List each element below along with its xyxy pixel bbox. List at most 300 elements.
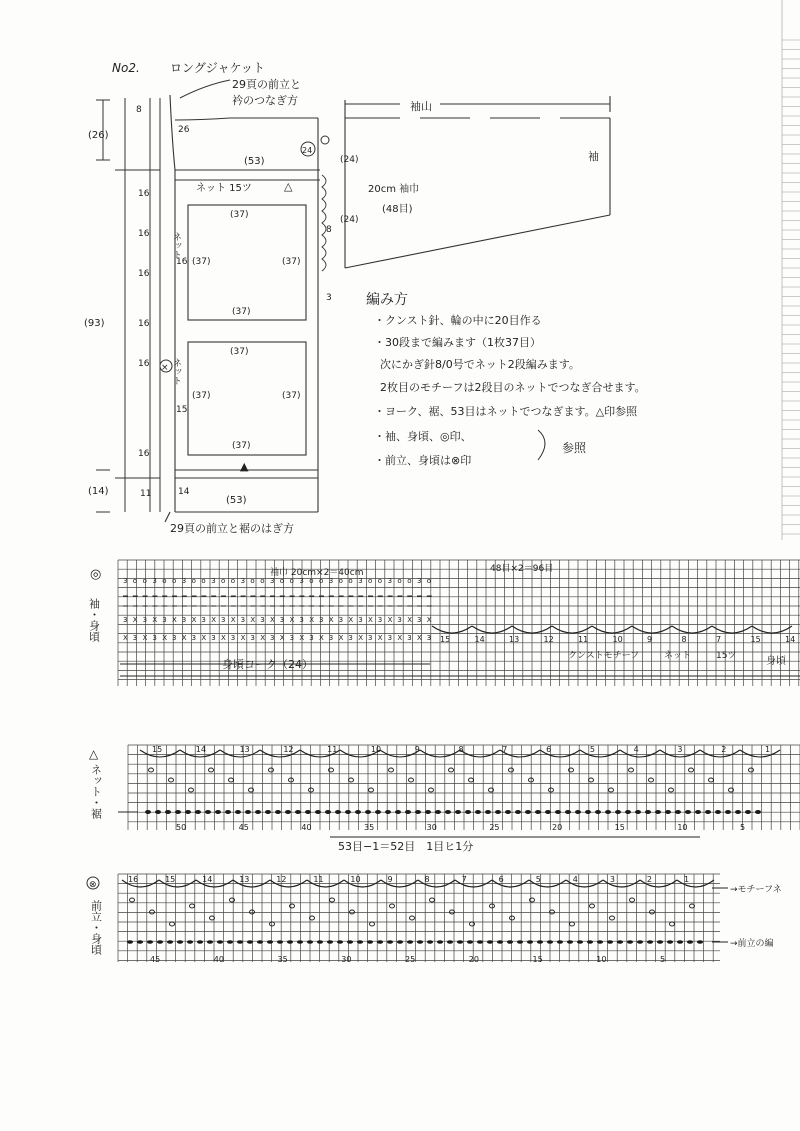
chart1-stitch: 3 (172, 634, 177, 642)
chart2-stitch (715, 810, 721, 814)
instr-line-3: 次にかぎ針8/0号でネット2段編みます。 (380, 358, 580, 371)
chart2-axis: 35 (364, 823, 375, 832)
chart1-stitch: 3 (142, 616, 148, 624)
chart1-stitch: o (230, 577, 236, 585)
chart2-stitch (405, 810, 411, 814)
count-1: 16 (138, 189, 150, 199)
chart3-stitch (187, 940, 193, 944)
chart1-stitch: X (358, 634, 363, 642)
chart3-top-mark: 10 (350, 875, 361, 884)
chart3-side-label: 前立・身頃 (89, 900, 103, 955)
chart1-stitch: o (260, 577, 265, 585)
chart2-stitch (545, 810, 551, 814)
chart1-mark: 11 (578, 635, 589, 644)
chart1-stitch: 3 (191, 634, 197, 642)
side-16: 16 (176, 257, 188, 267)
chart2-loop (629, 768, 634, 772)
chart1-arc (712, 626, 752, 633)
chart2-stitch (635, 810, 641, 814)
chart3-loop (670, 922, 675, 926)
sleeve-24a: (24) (340, 155, 359, 165)
chart3-stitch (197, 940, 203, 944)
chart1-stitch: 3 (201, 616, 206, 624)
chart1-stitch: 3 (181, 616, 187, 624)
hem-14: 14 (178, 487, 190, 497)
chart2-side-label: ネット・裾 (89, 764, 103, 819)
chart2-stitch (735, 810, 741, 814)
chart3-loop (190, 904, 195, 908)
chart3-stitch (287, 940, 293, 944)
chart1-stitch: o (162, 577, 167, 585)
chart1-stitch: 3 (270, 634, 275, 642)
chart1-stitch: 3 (426, 634, 432, 642)
count-top: 8 (136, 105, 142, 115)
chart2-stitch (365, 810, 371, 814)
chart2-stitch (565, 810, 571, 814)
chart2-loop (409, 778, 414, 782)
chart3-axis: 45 (150, 955, 161, 964)
chart1-mark: 14 (474, 635, 485, 644)
chart3-loop (370, 922, 375, 926)
chart2-stitch (385, 810, 391, 814)
chart3-stitch (367, 940, 373, 944)
chart1-stitch: X (181, 634, 187, 642)
chart2-loop (169, 778, 174, 782)
chart2-stitch (215, 810, 221, 814)
dim-mid: (93) (84, 318, 105, 329)
chart1-stitch: o (279, 577, 285, 585)
chart3-stitch (157, 940, 163, 944)
chart1-stitch: X (191, 616, 197, 624)
chart1-stitch: 3 (417, 616, 422, 624)
chart1-stitch: 3 (289, 634, 295, 642)
chart3-stitch (647, 940, 653, 944)
chart3-top-mark: 9 (387, 875, 393, 884)
svg-text:△: △ (284, 180, 293, 193)
chart2-stitch (145, 810, 151, 814)
chart1-stitch: 3 (348, 634, 353, 642)
chart3-loop (610, 916, 615, 920)
chart3-stitch (447, 940, 453, 944)
chart2-stitch (305, 810, 311, 814)
chart3-stitch (377, 940, 383, 944)
chart1-bottom-count: 15ツ (716, 651, 737, 661)
chart3-stitch (617, 940, 623, 944)
chart1-stitch: X (230, 616, 236, 624)
chart1-stitch: 3 (240, 616, 246, 624)
chart2-loop (229, 778, 234, 782)
chart2-top-mark: 3 (677, 745, 683, 754)
chart2-stitch (525, 810, 531, 814)
chart2-axis: 25 (489, 823, 500, 832)
chart1-stitch: 3 (368, 634, 373, 642)
count-4: 16 (138, 319, 150, 329)
chart3-top-mark: 4 (572, 875, 578, 884)
chart3-stitch (147, 940, 153, 944)
header-title (112, 61, 301, 107)
chart1-stitch: 3 (319, 616, 324, 624)
chart3-stitch (207, 940, 213, 944)
chart1-stitch: o (426, 577, 432, 585)
sleeve-outline (345, 96, 610, 268)
chart1-arc (672, 626, 712, 633)
count-3: 16 (138, 269, 150, 279)
ref-top-2: 衿のつなぎ方 (232, 94, 298, 107)
chart1-stitch: 3 (328, 634, 334, 642)
chart3-loop (350, 910, 355, 914)
chart3-stitch (467, 940, 473, 944)
chart2-top-mark: 15 (152, 745, 163, 754)
chart1-stitch: X (319, 634, 324, 642)
sq2-left: (37) (192, 391, 211, 401)
chart3-loop (170, 922, 175, 926)
chart3-top-mark: 1 (684, 875, 690, 884)
chart1-stitch: 3 (123, 577, 128, 585)
chart2-axis: 50 (176, 823, 187, 832)
seam-8: 8 (326, 225, 332, 235)
chart1-stitch: 3 (299, 577, 304, 585)
chart2-stitch (375, 810, 381, 814)
chart2-stitch (665, 810, 671, 814)
chart2-loop (549, 788, 554, 792)
chart3-loop (570, 922, 575, 926)
chart2-loop (609, 788, 614, 792)
chart1-stitch: 3 (279, 616, 285, 624)
chart3-stitch (677, 940, 683, 944)
net-top: ネット 15ツ (196, 183, 252, 194)
chart1-stitch: 3 (162, 616, 167, 624)
sq2-right: (37) (282, 391, 301, 401)
chart2-axis: 40 (301, 823, 312, 832)
chart1-bottom-net: ネット (664, 651, 692, 661)
chart3-stitch (417, 940, 423, 944)
chart3-top-mark: 11 (313, 875, 324, 884)
chart1-stitch: X (142, 634, 148, 642)
chart3-stitch (237, 940, 243, 944)
chart3-stitch (457, 940, 463, 944)
chart3-stitch (527, 940, 533, 944)
chart1-bottom-mid: クンストモチーフ (568, 651, 640, 661)
chart2-top-mark: 13 (239, 745, 250, 754)
chart3-stitch (357, 940, 363, 944)
chart2-top-mark: 5 (589, 745, 595, 754)
chart1-stitch: 3 (152, 634, 157, 642)
net-side-1: ネット (171, 232, 181, 259)
chart1-mark: 13 (509, 635, 520, 644)
chart3-stitch (687, 940, 693, 944)
chart1-mark: 10 (612, 635, 623, 644)
chart1-stitch: X (338, 634, 344, 642)
sleeve-width-sub: (48目) (382, 204, 413, 215)
chart1-stitch: 3 (309, 634, 314, 642)
chart2-content (118, 745, 780, 837)
body-dimension-column (96, 98, 160, 512)
chart3-stitch (637, 940, 643, 944)
chart2-arc (700, 750, 740, 757)
chart2-top-mark: 1 (765, 745, 771, 754)
chart3-loop (330, 898, 335, 902)
chart2-axis: 30 (426, 823, 437, 832)
chart2-stitch (575, 810, 581, 814)
chart2-grid (128, 745, 800, 830)
chart2-stitch (275, 810, 281, 814)
count-5: 16 (138, 359, 150, 369)
chart1-stitch: X (417, 634, 422, 642)
chart3-top-mark: 8 (424, 875, 430, 884)
chart3-stitch (177, 940, 183, 944)
chart3-symbol: ⊗ (89, 880, 97, 890)
ref-top-1: 29頁の前立と (232, 78, 301, 91)
chart1-stitch: X (201, 634, 207, 642)
chart3-stitch (407, 940, 413, 944)
chart2-arc (620, 750, 660, 757)
count-6: 16 (138, 449, 150, 459)
chart2-axis: 10 (677, 823, 688, 832)
chart1-stitch: o (348, 577, 353, 585)
chart1-stitch: 3 (270, 577, 275, 585)
seam-3: 3 (326, 293, 332, 303)
chart1-stitch: X (279, 634, 285, 642)
chart3-arrow-1: →モチーフネ (730, 885, 782, 895)
chart1-stitch: 3 (397, 616, 402, 624)
chart1-mark: 9 (647, 635, 653, 644)
sq1-right: (37) (282, 257, 301, 267)
chart1-stitch: X (123, 634, 128, 642)
chart3-top-mark: 14 (202, 875, 213, 884)
chart2-loop (469, 778, 474, 782)
chart1-mark: 12 (543, 635, 554, 644)
dim-bot: (14) (88, 486, 109, 497)
chart2-stitch (265, 810, 271, 814)
chart2-caption: 53目−1＝52目 1目ヒ1分 (338, 840, 474, 853)
chart2-arc (460, 750, 500, 757)
chart2-stitch (445, 810, 451, 814)
chart1-stitch: 3 (299, 616, 304, 624)
page-edge-grid (782, 0, 800, 540)
instr-line-4: 2枚目のモチーフは2段目のネットでつなぎ合せます。 (380, 381, 646, 394)
chart3-loop (230, 898, 235, 902)
chart2-arc (740, 750, 780, 757)
chart3-top-mark: 15 (165, 875, 176, 884)
chart1-stitch: X (387, 616, 393, 624)
chart2-stitch (645, 810, 651, 814)
instr-line-2: ・30段まで編みます（1枚37目） (374, 336, 541, 349)
chart3-stitch (517, 940, 523, 944)
chart1-stitch: X (240, 634, 246, 642)
neck-26: 26 (178, 125, 190, 135)
chart3-loop (150, 910, 155, 914)
chart2-stitch (325, 810, 331, 814)
chart2-loop (429, 788, 434, 792)
chart1-stitch: X (250, 616, 256, 624)
chart2-stitch (615, 810, 621, 814)
chart3-top-mark: 5 (535, 875, 541, 884)
chart3-stitch (167, 940, 173, 944)
chart3-loop (290, 904, 295, 908)
chart3-stitch (347, 940, 353, 944)
chart3-loop (130, 898, 135, 902)
chart2-stitch (705, 810, 711, 814)
chart1-stitch: 3 (211, 634, 216, 642)
chart2-loop (189, 788, 194, 792)
chart2-loop (749, 768, 754, 772)
chart2-stitch (655, 810, 661, 814)
chart2-loop (509, 768, 514, 772)
chart1-mark: 15 (750, 635, 761, 644)
chart3-stitch (537, 940, 543, 944)
chart2-axis: 15 (614, 823, 625, 832)
chart2-top-mark: 12 (283, 745, 294, 754)
chart1-stitch: o (132, 577, 138, 585)
chart2-stitch (455, 810, 461, 814)
chart2-loop (209, 768, 214, 772)
chart1-stitch: o (191, 577, 196, 585)
chart2-stitch (395, 810, 401, 814)
chart2-stitch (335, 810, 341, 814)
chart3-stitch (427, 940, 433, 944)
chart2-loop (709, 778, 714, 782)
chart1-stitch: 3 (230, 634, 236, 642)
chart1-bottom-left: 身頃ヨーク（24） (222, 658, 313, 671)
chart2-stitch (355, 810, 361, 814)
chart2-stitch (555, 810, 561, 814)
chart2-stitch (515, 810, 521, 814)
chart1-stitch: o (368, 577, 373, 585)
chart1-stitch: 3 (260, 616, 265, 624)
chart3-top-mark: 13 (239, 875, 250, 884)
chart1-arc (632, 626, 672, 633)
chart1-bottom-right: 身頃 (766, 656, 786, 667)
chart1-stitch: X (377, 634, 383, 642)
chart1-stitch: X (289, 616, 295, 624)
chart3-axis: 35 (277, 955, 288, 964)
chart3-loop (470, 922, 475, 926)
chart1-top-label: 袖巾 20cm×2＝40cm (270, 568, 364, 578)
chart2-stitch (225, 810, 231, 814)
chart1-stitch: 3 (240, 577, 246, 585)
chart1-stitch: X (368, 616, 373, 624)
sq1-left: (37) (192, 257, 211, 267)
chart2-loop (649, 778, 654, 782)
chart1-stitch: X (132, 616, 138, 624)
chart1-stitch: o (221, 577, 226, 585)
chart1-stitch: o (309, 577, 314, 585)
side-15: 15 (176, 405, 188, 415)
chart3-stitch (397, 940, 403, 944)
chart1-stitch: o (407, 577, 412, 585)
chart3-stitch (327, 940, 333, 944)
chart2-stitch (755, 810, 761, 814)
chart1-stitch: X (152, 616, 158, 624)
chart3-stitch (137, 940, 143, 944)
chart1-stitch: X (221, 634, 226, 642)
chart1-arc (472, 626, 512, 633)
chart3-loop (630, 898, 635, 902)
chart1-stitch: X (162, 634, 167, 642)
chart3-stitch (337, 940, 343, 944)
chart1-stitch: o (338, 577, 343, 585)
chart1-stitch: X (309, 616, 314, 624)
chart1-stitch: o (377, 577, 383, 585)
title-number: No2. (112, 61, 140, 75)
chart3-grid (118, 874, 720, 962)
chart1-stitch: 3 (387, 634, 393, 642)
chart1-stitch: 3 (181, 577, 187, 585)
chart1-side-label: 袖・身頃 (87, 598, 101, 642)
instr-line-6: ・袖、身頃、◎印、 (374, 430, 472, 443)
chart2-top-mark: 7 (502, 745, 508, 754)
chart2-loop (689, 768, 694, 772)
chart1-stitch: o (250, 577, 255, 585)
chart2-top-mark: 10 (370, 745, 382, 754)
chart2-top-mark: 11 (327, 745, 338, 754)
chart1-stitch: X (299, 634, 305, 642)
chart3-stitch (277, 940, 283, 944)
chart1-stitch: X (348, 616, 354, 624)
chart2-top-mark: 4 (633, 745, 639, 754)
chart2-axis: 20 (552, 823, 563, 832)
chart2-loop (669, 788, 674, 792)
chart3-top-mark: 7 (461, 875, 467, 884)
chart2-stitch (185, 810, 191, 814)
sleeve-width: 20cm 袖巾 (368, 184, 420, 195)
chart3-stitch (627, 940, 633, 944)
chart3-stitch (487, 940, 493, 944)
chart2-loop (369, 788, 374, 792)
chart2-arc (580, 750, 620, 757)
chart3-axis: 20 (468, 955, 479, 964)
chart2-stitch (195, 810, 201, 814)
chart2-stitch (495, 810, 501, 814)
chart1-stitch: 3 (377, 616, 383, 624)
chart2-stitch (485, 810, 491, 814)
chart1-stitch: 3 (358, 616, 363, 624)
instr-line-7: ・前立、身頃は⊗印 (374, 454, 472, 467)
chart2-arc (260, 750, 300, 757)
chart2-top-mark: 6 (546, 745, 552, 754)
chart2-stitch (165, 810, 171, 814)
chart3-stitch (557, 940, 563, 944)
chart1-stitch: o (172, 577, 177, 585)
instr-ref: 参照 (562, 441, 587, 455)
chart1-mark: 8 (681, 635, 687, 644)
chart1-stitch: X (172, 616, 177, 624)
chart3-stitch (697, 940, 703, 944)
chart3-axis: 15 (532, 955, 543, 964)
chart1-stitch: 3 (358, 577, 363, 585)
chart2-stitch (685, 810, 691, 814)
chart2-stitch (425, 810, 431, 814)
chart1-arc (752, 626, 792, 633)
chart1-stitch: o (397, 577, 402, 585)
chart1-stitch: o (142, 577, 147, 585)
count-2: 16 (138, 229, 150, 239)
chart1-arc (592, 626, 632, 633)
chart3-loop (530, 898, 535, 902)
chart2-stitch (695, 810, 701, 814)
chart3-stitch (597, 940, 603, 944)
chart1-stitch: o (289, 577, 294, 585)
chart3-stitch (507, 940, 513, 944)
chart3-stitch (267, 940, 273, 944)
title-name: ロングジャケット (170, 61, 265, 75)
chart3-loop (590, 904, 595, 908)
instr-line-5: ・ヨーク、裾、53目はネットでつなぎます。△印参照 (374, 405, 638, 418)
chart3-stitch (297, 940, 303, 944)
chart3-stitch (567, 940, 573, 944)
chart2-loop (349, 778, 354, 782)
chart1-stitch: 3 (387, 577, 393, 585)
